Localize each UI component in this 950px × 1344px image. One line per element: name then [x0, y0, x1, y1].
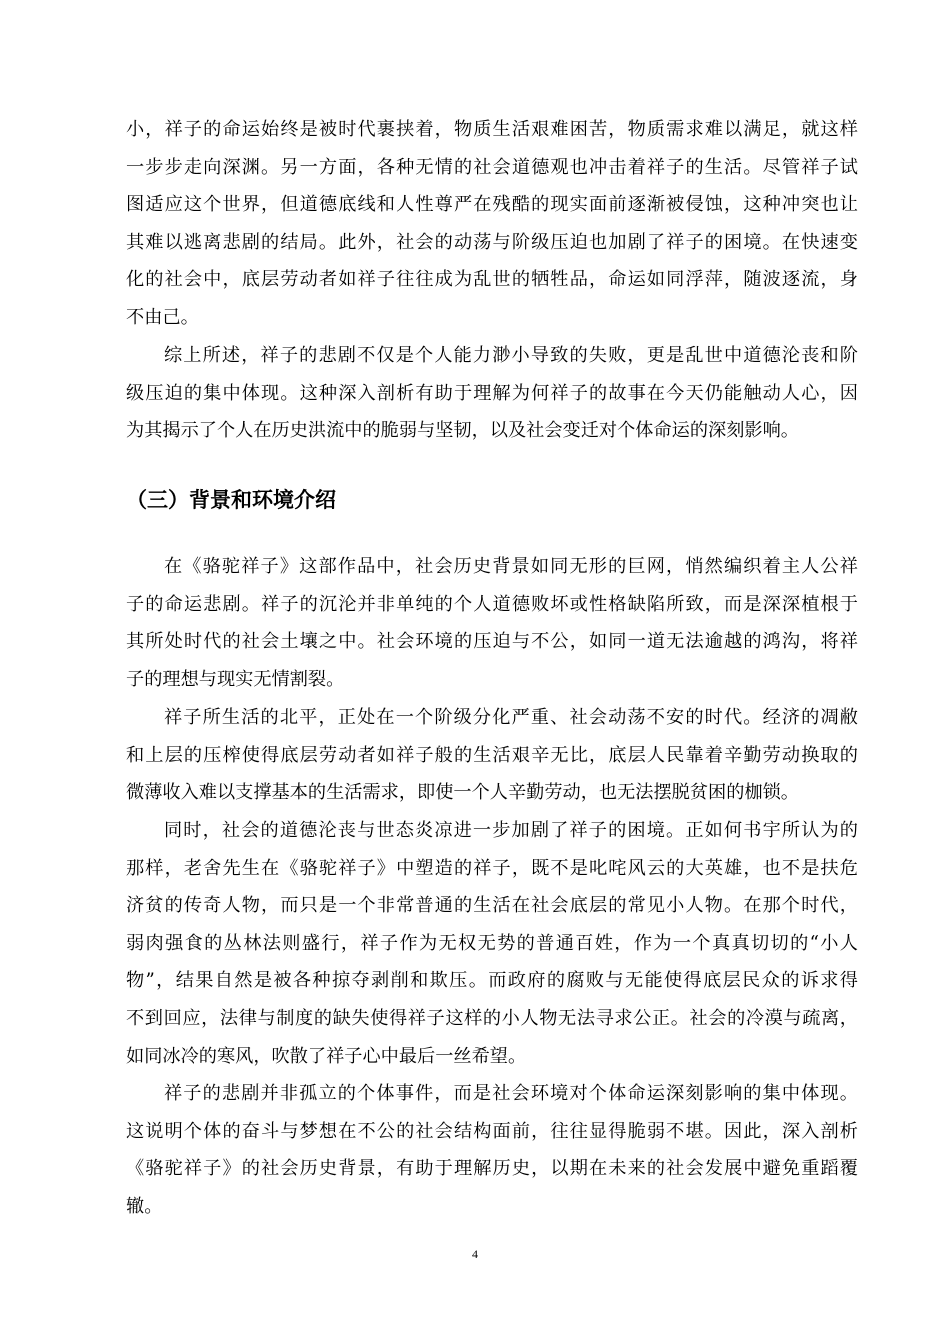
text-line: 同时，社会的道德沦丧与世态炎凉进一步加剧了祥子的困境。正如何书宇所认为的: [164, 820, 858, 841]
text-line: 子的理想与现实无情割裂。: [126, 668, 345, 690]
text-line: 弱肉强食的丛林法则盛行，祥子作为无权无势的普通百姓，作为一个真真切切的“小人: [126, 932, 858, 954]
text-line: 微薄收入难以支撑基本的生活需求，即使一个人辛勤劳动，也无法摆脱贫困的枷锁。: [126, 782, 799, 804]
paragraph-continued: [126, 111, 858, 337]
text-line: 不到回应，法律与制度的缺失使得祥子这样的小人物无法寻求公正。社会的冷漠与疏离，: [126, 1007, 858, 1029]
text-line: 不由己。: [126, 306, 199, 328]
text-line: 如同冰冷的寒风，吹散了祥子心中最后一丝希望。: [126, 1045, 527, 1067]
text-line: 化的社会中，底层劳动者如祥子往往成为乱世的牺牲品，命运如同浮萍，随波逐流，身: [126, 269, 858, 291]
text-line: 图适应这个世界，但道德底线和人性尊严在残酷的现实面前逐渐被侵蚀，这种冲突也让: [126, 194, 858, 216]
text-line: 小，祥子的命运始终是被时代裹挟着，物质生活艰难困苦，物质需求难以满足，就这样: [126, 119, 858, 140]
paragraph-2: [126, 699, 858, 812]
text-line: 级压迫的集中体现。这种深入剖析有助于理解为何祥子的故事在今天仍能触动人心，因: [126, 382, 858, 404]
text-line: 祥子所生活的北平，正处在一个阶级分化严重、社会动荡不安的时代。经济的凋敝: [164, 707, 858, 728]
text-line: 物”，结果自然是被各种掠夺剥削和欺压。而政府的腐败与无能使得底层民众的诉求得: [126, 970, 858, 992]
page-number: 4: [472, 1247, 478, 1261]
paragraph-1: [126, 548, 858, 698]
text-line: 那样，老舍先生在《骆驼祥子》中塑造的祥子，既不是叱咤风云的大英雄，也不是扶危: [126, 857, 858, 879]
text-line: 这说明个体的奋斗与梦想在不公的社会结构面前，往往显得脆弱不堪。因此，深入剖析: [126, 1120, 858, 1142]
text-line: 其所处时代的社会土壤之中。社会环境的压迫与不公，如同一道无法逾越的鸿沟，将祥: [126, 631, 858, 653]
text-line: 其难以逃离悲剧的结局。此外，社会的动荡与阶级压迫也加剧了祥子的困境。在快速变: [126, 231, 858, 253]
text-line: 为其揭示了个人在历史洪流中的脆弱与坚韧，以及社会变迁对个体命运的深刻影响。: [126, 420, 799, 442]
paragraph-summary: [126, 337, 858, 450]
paragraph-3: [126, 812, 858, 1075]
text-line: 一步步走向深渊。另一方面，各种无情的社会道德观也冲击着祥子的生活。尽管祥子试: [126, 156, 858, 178]
text-line: 《骆驼祥子》的社会历史背景，有助于理解历史，以期在未来的社会发展中避免重蹈覆: [126, 1158, 858, 1180]
text-line: 综上所述，祥子的悲剧不仅是个人能力渺小导致的失败，更是乱世中道德沦丧和阶: [164, 345, 858, 366]
text-line: 祥子的悲剧并非孤立的个体事件，而是社会环境对个体命运深刻影响的集中体现。: [164, 1083, 858, 1104]
text-line: 辙。: [126, 1195, 163, 1217]
section-heading: （三）背景和环境介绍: [126, 488, 336, 512]
text-line: 和上层的压榨使得底层劳动者如祥子般的生活艰辛无比，底层人民靠着辛勤劳动换取的: [126, 744, 858, 766]
text-line: 在《骆驼祥子》这部作品中，社会历史背景如同无形的巨网，悄然编织着主人公祥: [164, 556, 858, 577]
text-line: 子的命运悲剧。祥子的沉沦并非单纯的个人道德败坏或性格缺陷所致，而是深深植根于: [126, 593, 858, 615]
text-line: 济贫的传奇人物，而只是一个非常普通的生活在社会底层的常见小人物。在那个时代，: [126, 895, 858, 917]
paragraph-4: [126, 1075, 858, 1225]
